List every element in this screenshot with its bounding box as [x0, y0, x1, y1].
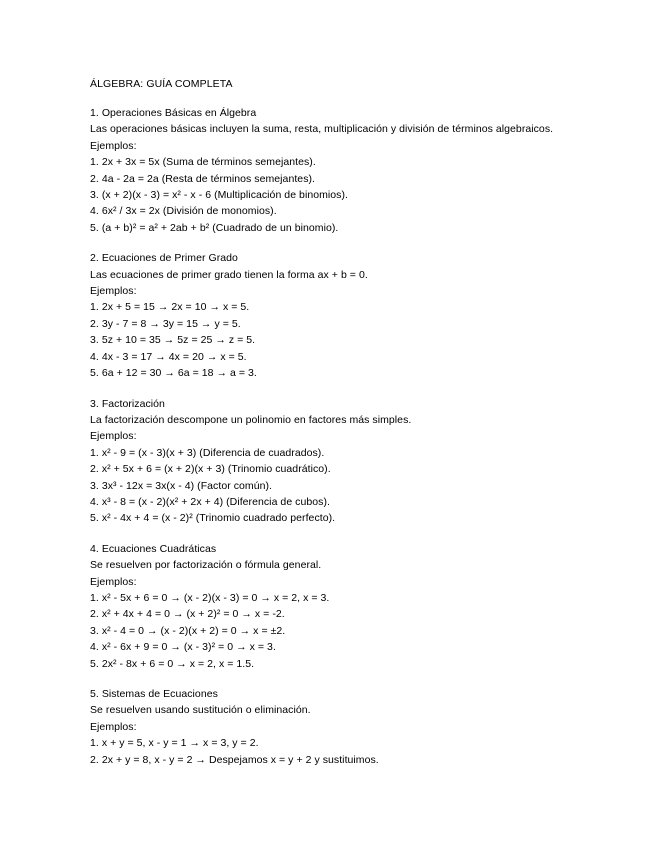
examples-label: Ejemplos: — [90, 575, 137, 588]
section-factorizacion — [90, 396, 620, 527]
section-heading: 1. Operaciones Básicas en Álgebra — [90, 107, 257, 119]
example-line: 5. 6a + 12 = 30 → 6a = 18 → a = 3. — [90, 367, 257, 380]
example-line: 4. 6x² / 3x = 2x (División de monomios). — [90, 205, 277, 218]
example-line: 4. x³ - 8 = (x - 2)(x² + 2x + 4) (Diferencia de cubos). — [90, 495, 330, 508]
examples-label: Ejemplos: — [90, 430, 137, 443]
example-line: 3. x² - 4 = 0 → (x - 2)(x + 2) = 0 → x = ±2. — [90, 624, 286, 637]
document-title: ÁLGEBRA: GUÍA COMPLETA — [90, 78, 233, 90]
examples-label: Ejemplos: — [90, 139, 137, 152]
example-line: 1. x + y = 5, x - y = 1 → x = 3, y = 2. — [90, 737, 259, 750]
example-line: 2. 3y - 7 = 8 → 3y = 15 → y = 5. — [90, 317, 241, 330]
example-line: 2. x² + 4x + 4 = 0 → (x + 2)² = 0 → x = -2. — [90, 608, 285, 621]
example-line: 3. 3x³ - 12x = 3x(x - 4) (Factor común). — [90, 479, 273, 492]
example-line: 1. 2x + 5 = 15 → 2x = 10 → x = 5. — [90, 301, 250, 314]
example-line: 5. (a + b)² = a² + 2ab + b² (Cuadrado de un binomio). — [90, 221, 339, 234]
section-heading: 4. Ecuaciones Cuadráticas — [90, 542, 217, 555]
section-ecuaciones-cuadraticas — [90, 541, 620, 672]
section-operaciones-basicas — [90, 105, 620, 236]
examples-label: Ejemplos: — [90, 720, 137, 733]
examples-label: Ejemplos: — [90, 285, 137, 298]
section-intro: Las operaciones básicas incluyen la suma, resta, multiplicación y división de términos algebraicos. — [90, 123, 554, 136]
example-line: 3. (x + 2)(x - 3) = x² - x - 6 (Multiplicación de binomios). — [90, 189, 348, 202]
section-ecuaciones-primer-grado — [90, 250, 620, 381]
section-intro: Se resuelven por factorización o fórmula general. — [90, 559, 322, 572]
example-line: 2. 4a - 2a = 2a (Resta de términos semejantes). — [90, 172, 316, 185]
example-line: 5. 2x² - 8x + 6 = 0 → x = 2, x = 1.5. — [90, 657, 255, 670]
example-line: 2. 2x + y = 8, x - y = 2 → Despejamos x = y + 2 y sustituimos. — [90, 753, 379, 766]
section-intro: La factorización descompone un polinomio en factores más simples. — [90, 413, 412, 426]
example-line: 1. 2x + 3x = 5x (Suma de términos semejantes). — [90, 156, 316, 169]
section-heading: 3. Factorización — [90, 397, 165, 410]
example-line: 5. x² - 4x + 4 = (x - 2)² (Trinomio cuadrado perfecto). — [90, 512, 336, 525]
document-page — [90, 77, 620, 782]
section-heading: 2. Ecuaciones de Primer Grado — [90, 252, 238, 265]
example-line: 1. x² - 9 = (x - 3)(x + 3) (Diferencia de cuadrados). — [90, 446, 325, 459]
example-line: 2. x² + 5x + 6 = (x + 2)(x + 3) (Trinomio cuadrático). — [90, 463, 331, 476]
section-sistemas-ecuaciones — [90, 686, 620, 768]
section-intro: Se resuelven usando sustitución o eliminación. — [90, 704, 311, 717]
section-intro: Las ecuaciones de primer grado tienen la forma ax + b = 0. — [90, 268, 368, 281]
example-line: 4. 4x - 3 = 17 → 4x = 20 → x = 5. — [90, 350, 247, 363]
section-heading: 5. Sistemas de Ecuaciones — [90, 688, 218, 700]
example-line: 4. x² - 6x + 9 = 0 → (x - 3)² = 0 → x = 3. — [90, 641, 276, 654]
example-line: 3. 5z + 10 = 35 → 5z = 25 → z = 5. — [90, 334, 256, 347]
example-line: 1. x² - 5x + 6 = 0 → (x - 2)(x - 3) = 0 → x = 2, x = 3. — [90, 591, 330, 604]
